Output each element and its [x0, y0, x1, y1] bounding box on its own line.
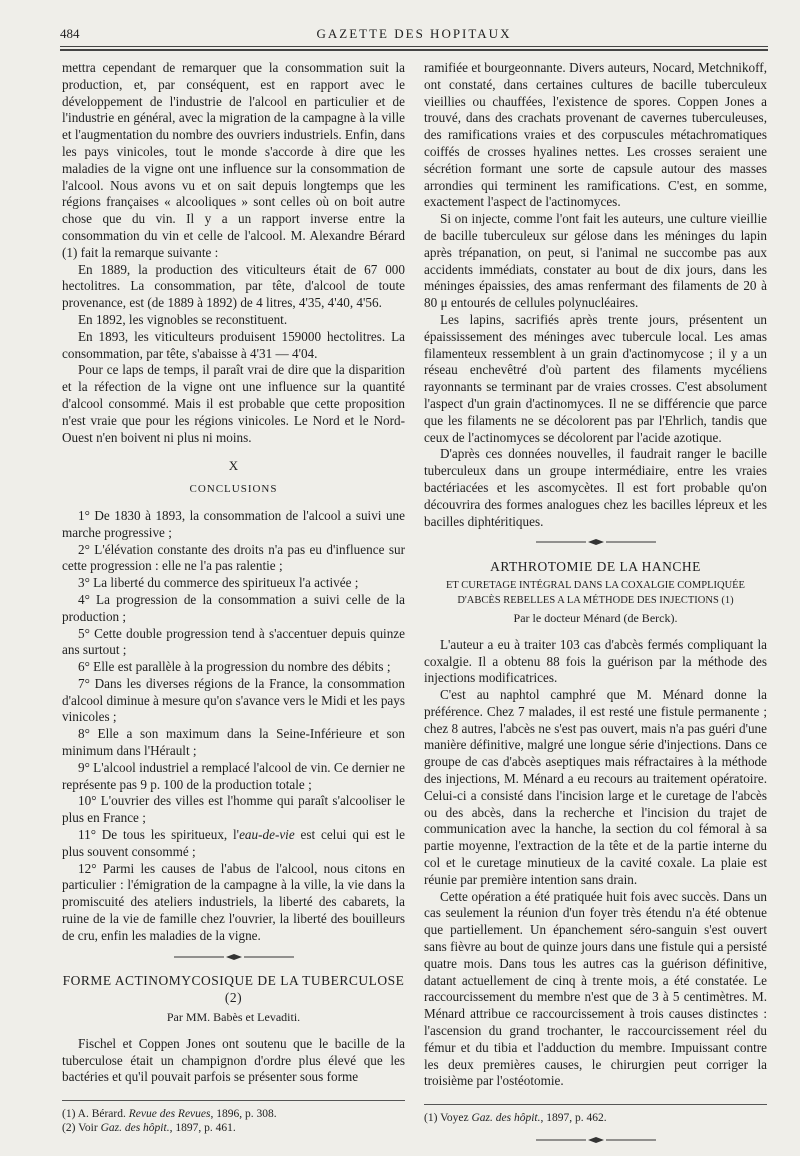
paragraph: mettra cependant de remarquer que la consommation suit la production, et, par conséquent, est en rapport avec le développement de l'industrie de l'alcool en particulier et de l'industrie en général, avec la migration de la campagne à la ville et l'augmentation du nombre des ouvriers industriels. Enfin, dans les pays vinicoles, tout le monde s'accorde à dire que les maladies de la vigne ont une influence sur la consommation de l'alcool. Nous avons vu et on sait depuis longtemps que les régions françaises « alcooliques » sont celles où on boit autre chose que du vin. Il y a un rapport inverse entre la consommation du vin et celle de l'alcool. M. Alexandre Bérard (1) fait la remarque suivante :: [62, 60, 405, 260]
text: (1) A. Bérard.: [62, 1108, 129, 1121]
footnote: [62, 1121, 405, 1135]
conclusion-item: 10° L'ouvrier des villes est l'homme qui paraît s'alcooliser le plus en France ;: [62, 793, 405, 826]
paragraph: Fischel et Coppen Jones ont soutenu que le bacille de la tuberculose était un champignon d'ordre plus élevé que les bactéries et qu'il pouvait parfois se présenter sous forme: [62, 1035, 405, 1085]
emphasis: Revue des Revues: [128, 1108, 211, 1121]
text: 11° De tous les spiritueux, l': [78, 827, 240, 843]
paragraph: Cette opération a été pratiquée huit fois avec succès. Dans un cas seulement la réunion d'un foyer très étendu n'a été obtenue que partiellement. Un épanchement séro-sanguin s'est ouvert sans fièvre au bout de quinze jours dans une fistule qui a persisté quatre mois. Dans tous les autres cas la guérison définitive, datant actuellement de cinq à trente mois, a été constatée. Le raccourcissement du membre n'est que de 3 à 5 centimètres. M. Ménard attribue ce raccourcissement à trois causes distinctes : l'ascension du grand trochanter, le raccourcissement réel du fémur et du tibia et l'adduction du membre. Impuissant contre les deux premières causes, le chirurgien peut corriger la troisième par l'ostéotomie.: [424, 888, 767, 1089]
article-title: ARTHROTOMIE DE LA HANCHE: [490, 559, 701, 575]
paragraph: En 1893, les viticulteurs produisent 159000 hectolitres. La consommation, par tête, s'abaisse à 4'31 — 4'04.: [62, 328, 405, 361]
paragraph: D'après ces données nouvelles, il faudrait ranger le bacille tuberculeux dans un groupe intermédiaire, entre les vraies bactériacées et les ascomycètes. Il est fort probable qu'on découvrira des formes analogues chez les bacilles lépreux et les bacilles diphtéritiques.: [424, 446, 767, 529]
text: , 1897, p. 461.: [169, 1122, 236, 1135]
end-ornament: [424, 1133, 767, 1150]
emphasis: Gaz. des hôpit.: [471, 1112, 541, 1125]
paragraph: ramifiée et bourgeonnante. Divers auteurs, Nocard, Metchnikoff, ont constaté, dans certaines cultures de bacille tuberculeux vieillies ou chauffées, l'existence de spores. Coppen Jones a trouvé, dans des crachats provenant de cavernes tuberculeuses, des ramifications vraies et des corpuscules métachromatiques coiffés de crosses hyalines nettes. Les crosses seraient une sécrétion formant une sorte de capsule autour des masses arrondies qui terminent les ramifications. C'est, en somme, exactement l'aspect de l'actinomyces.: [424, 60, 767, 210]
paragraph: En 1892, les vignobles se reconstituent.: [78, 311, 288, 327]
article-subtitle: ET CURETAGE INTÉGRAL DANS LA COXALGIE COMPLIQUÉE D'ABCÈS REBELLES A LA MÉTHODE DES INJECTIONS (1): [446, 579, 745, 606]
article-byline: Par le docteur Ménard (de Berck).: [513, 610, 678, 625]
article-byline: Par MM. Babès et Levaditi.: [166, 1010, 301, 1025]
paragraph: Si on injecte, comme l'ont fait les auteurs, une culture vieillie de bacille tuberculeux sur gélose dans les méninges du lapin après trépanation, on peut, si l'animal ne succombe pas aux accidents immédiats, constater au bout de dix jours, dans les méninges épaissies, des amas renfermant des filaments de 20 à 80 μ entourés de cellules polynucléaires.: [424, 211, 767, 311]
conclusion-item: 5° Cette double progression tend à s'accentuer depuis quinze ans surtout ;: [62, 625, 405, 658]
running-head: GAZETTE DES HOPITAUX: [316, 26, 512, 41]
footnote: [424, 1111, 767, 1125]
page-number: 484: [60, 26, 80, 41]
section-ornament: [424, 536, 767, 553]
paragraph: L'auteur a eu à traiter 103 cas d'abcès fermés compliquant la coxalgie. Il a obtenu 88 fois la guérison par la méthode des injections modificatrices.: [424, 636, 767, 686]
article-title: FORME ACTINOMYCOSIQUE DE LA TUBERCULOSE (2): [62, 973, 405, 1006]
ornament-divider-icon: [536, 1136, 656, 1144]
conclusion-item: 3° La liberté du commerce des spiritueux l'a activée ;: [78, 575, 359, 591]
conclusion-item: 2° L'élévation constante des droits n'a pas eu d'influence sur cette progression : elle ne l'a pas ralentie ;: [62, 541, 405, 574]
header-rule: [60, 46, 768, 47]
emphasis: Gaz. des hôpit.: [100, 1122, 170, 1135]
text: est celui qui est le plus souvent consommé ;: [62, 827, 406, 859]
section-ornament: [62, 951, 405, 968]
conclusion-item: 9° L'alcool industriel a remplacé l'alcool de vin. Ce dernier ne représente pas 9 p. 100 de la production totale ;: [62, 759, 405, 792]
conclusion-item: 6° Elle est parallèle à la progression du nombre des débits ;: [78, 659, 391, 675]
right-column: [424, 60, 767, 1150]
section-title: CONCLUSIONS: [189, 483, 278, 496]
footnote: [62, 1107, 405, 1121]
conclusion-item: 1° De 1830 à 1893, la consommation de l'alcool a suivi une marche progressive ;: [62, 507, 405, 540]
conclusion-item: 8° Elle a son maximum dans la Seine-Inférieure et son minimum dans l'Hérault ;: [62, 726, 405, 759]
paragraph: Pour ce laps de temps, il paraît vrai de dire que la disparition et la réfection de la vigne ont une influence sur la quantité d'alcool consommé. Mais il est probable que cette proposition n'est vraie que pour les régions vinicoles. Le Nord et le Nord-Ouest n'en boivent ni plus ni moins.: [62, 362, 405, 445]
paragraph: En 1889, la production des viticulteurs était de 67 000 hectolitres. La consommation, par tête, d'alcool de toute provenance, est (de 1889 à 1892) de 4 litres, 4'35, 4'40, 4'56.: [62, 261, 405, 311]
conclusion-item: 4° La progression de la consommation a suivi celle de la production ;: [62, 591, 405, 624]
footnote-rule: [424, 1104, 767, 1105]
text: , 1896, p. 308.: [210, 1108, 277, 1121]
text: (2) Voir: [62, 1122, 101, 1135]
emphasis: eau-de-vie: [239, 827, 295, 843]
left-column: [62, 60, 405, 1135]
conclusion-item: 7° Dans les diverses régions de la France, la consommation d'alcool diminue à mesure qu'on s'avance vers le Midi et les pays vinicoles ;: [62, 675, 405, 725]
section-number: X: [228, 458, 239, 474]
header-rule-thick: [60, 49, 768, 51]
paragraph: C'est au naphtol camphré que M. Ménard donne la préférence. Chez 7 malades, il est resté une fistule permanente ; chez 8 autres, l'abcès ne s'est pas ouvert, mais n'a pas guéri d'une manière définitive, malgré une longue série d'injections. Dans ce groupe de cas d'abcès aseptiques mais réfractaires à la méthode des injections, M. Ménard a eu recours au traitement opératoire. Celui-ci a consisté dans l'incision large et le curetage de l'abcès ou des abcès, dans la recherche et l'incision du trajet de communication avec la hanche, la section du col fémoral à sa partie moyenne, l'extraction de la tête et de la partie interne du col et le curetage minutieux de la cavité coxale. La plaie est réunie par première intention sans drain.: [424, 687, 767, 887]
paragraph: Les lapins, sacrifiés après trente jours, présentent un épaississement des méninges avec tubercule local. Les amas filamenteux ressemblent à un grain d'actinomycose ; il y a un réseau enchevêtré d'où partent des filaments mycéliens rayonnants se terminant par de vraies crosses. C'est absolument l'aspect d'un grain d'actinomyces. Il ne se différencie que parce que les filaments ne se décolorent pas par l'Ehrlich, tandis que ceux de l'actinomyces se décolorent par l'acide azotique.: [424, 311, 767, 445]
text: (1) Voyez: [424, 1112, 472, 1125]
ornament-divider-icon: [174, 953, 294, 961]
text: , 1897, p. 462.: [540, 1112, 607, 1125]
conclusion-item: 12° Parmi les causes de l'abus de l'alcool, nous citons en particulier : l'émigration de la campagne à la ville, la vie dans la promiscuité des ateliers industriels, la liberté des cabarets, la ruine de la vie de famille chez l'ouvrier, la liberté des bouilleurs de cru, enfin les maladies de la vigne.: [62, 860, 405, 943]
conclusion-item: [62, 827, 405, 861]
ornament-divider-icon: [536, 538, 656, 546]
footnote-rule: [62, 1100, 405, 1101]
